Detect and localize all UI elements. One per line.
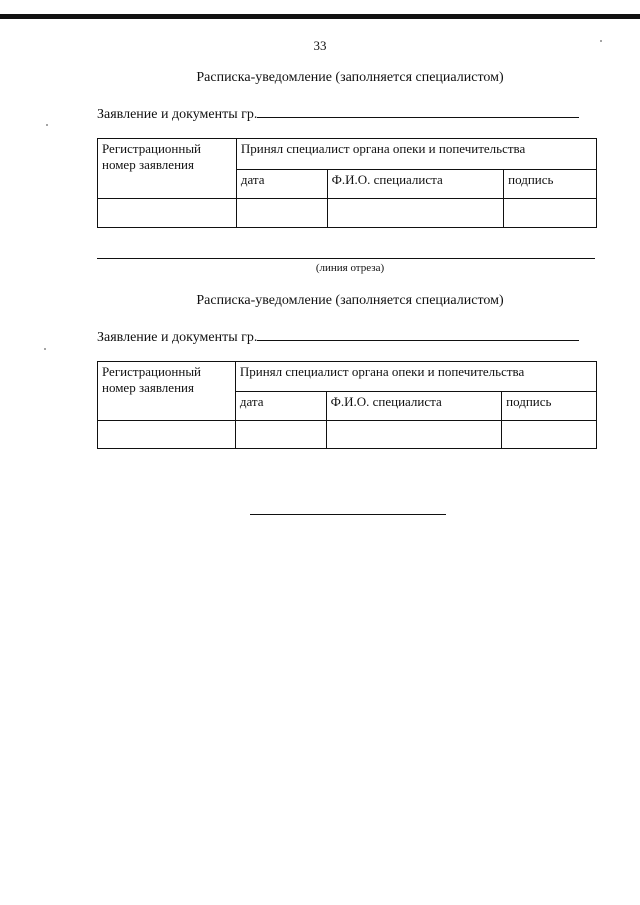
receipt-2-table <box>97 361 597 449</box>
receipt-1-title: Расписка-уведомление (заполняется специалистом) <box>196 70 504 85</box>
reg-number-cell[interactable] <box>98 421 236 449</box>
page-number: 33 <box>313 38 327 53</box>
reg-number-header: Регистрационный номер заявления <box>98 362 236 421</box>
signature-column-header: подпись <box>504 170 597 199</box>
date-column-header: дата <box>235 392 326 421</box>
date-cell[interactable] <box>235 421 326 449</box>
receipt-2-applicant-label: Заявление и документы гр. <box>97 330 258 345</box>
signature-cell[interactable] <box>504 199 597 228</box>
date-cell[interactable] <box>236 199 327 228</box>
specialist-name-column-header: Ф.И.О. специалиста <box>326 392 502 421</box>
accepted-by-header: Принял специалист органа опеки и попечительства <box>235 362 596 392</box>
receipt-2-title: Расписка-уведомление (заполняется специалистом) <box>196 293 504 308</box>
receipt-1-applicant-label: Заявление и документы гр. <box>97 107 258 122</box>
specialist-name-cell[interactable] <box>326 421 502 449</box>
receipt-2-applicant-line <box>97 328 579 346</box>
date-column-header: дата <box>236 170 327 199</box>
specialist-name-cell[interactable] <box>327 199 504 228</box>
specialist-name-column-header: Ф.И.О. специалиста <box>327 170 504 199</box>
cut-line-label: (линия отреза) <box>315 262 385 274</box>
cut-line <box>97 258 595 259</box>
scan-speck <box>600 40 602 42</box>
accepted-by-header: Принял специалист органа опеки и попечительства <box>236 139 596 170</box>
scan-speck <box>44 348 46 350</box>
reg-number-header: Регистрационный номер заявления <box>98 139 237 199</box>
receipt-1-table <box>97 138 597 228</box>
receipt-2-applicant-field[interactable] <box>257 328 579 341</box>
top-border-rule <box>0 14 640 19</box>
signature-cell[interactable] <box>502 421 597 449</box>
receipt-1-applicant-line <box>97 105 579 123</box>
signature-column-header: подпись <box>502 392 597 421</box>
receipt-1-applicant-field[interactable] <box>257 105 579 118</box>
scan-speck <box>46 124 48 126</box>
section-end-rule <box>250 514 446 515</box>
reg-number-cell[interactable] <box>98 199 237 228</box>
